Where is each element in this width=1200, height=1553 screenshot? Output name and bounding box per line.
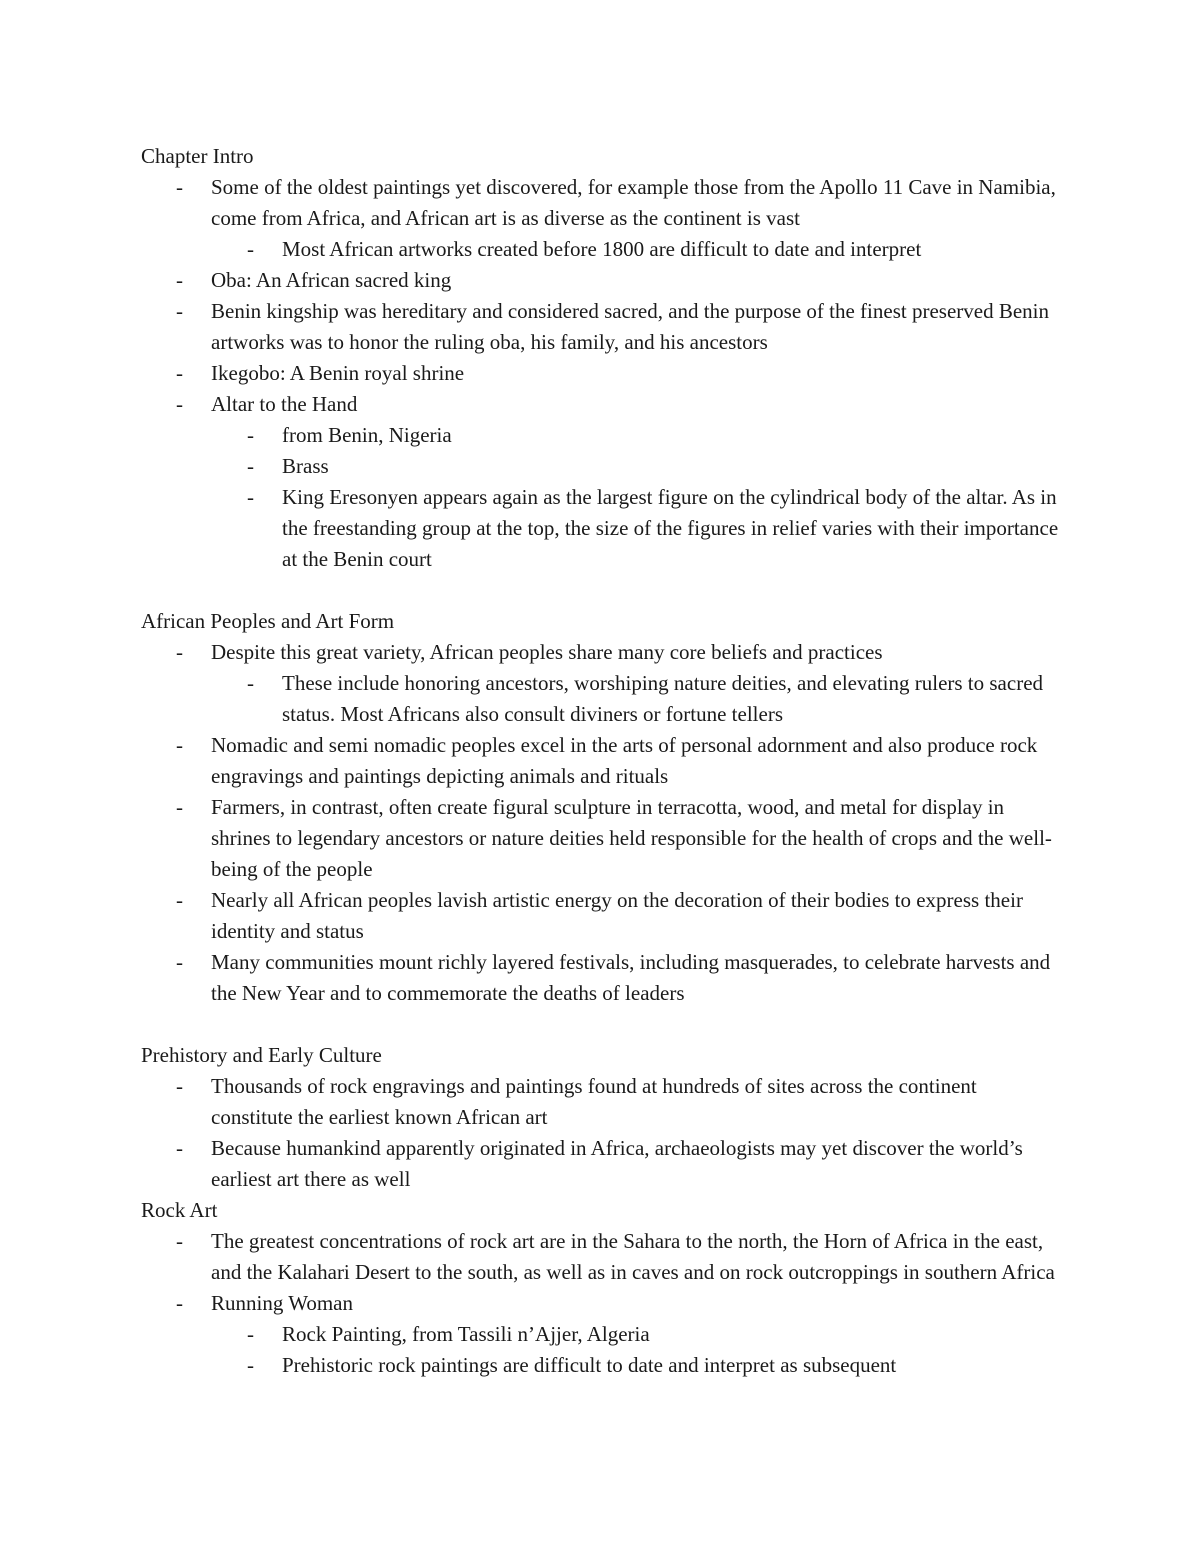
bullet-text: Some of the oldest paintings yet discovered, for example those from the Apollo 11 Cave in Namibia, come from Africa, and African art is as diverse as the continent is vast: [211, 175, 1056, 230]
dash-marker: -: [176, 1136, 183, 1160]
bullet-item: [141, 730, 1061, 792]
sub-bullet-item: [141, 668, 1061, 730]
document-body: [141, 141, 1061, 1381]
bullet-text: The greatest concentrations of rock art are in the Sahara to the north, the Horn of Africa in the east, and the Kalahari Desert to the south, as well as in caves and on rock outcroppings in southern Africa: [211, 1229, 1055, 1284]
bullet-list: [141, 1071, 1061, 1195]
sub-bullet-item: [141, 451, 1061, 482]
sub-bullet-item: [141, 482, 1061, 575]
blank-line: [141, 1009, 1061, 1040]
sub-bullet-item: [141, 1350, 1061, 1381]
bullet-item: [141, 296, 1061, 358]
bullet-text: Farmers, in contrast, often create figural sculpture in terracotta, wood, and metal for display in shrines to legendary ancestors or nature deities held responsible for the health of crops and the well-being of the people: [211, 795, 1052, 881]
dash-marker: -: [176, 950, 183, 974]
bullet-text: Most African artworks created before 1800 are difficult to date and interpret: [282, 237, 922, 261]
dash-marker: -: [247, 454, 254, 478]
dash-marker: -: [176, 1229, 183, 1253]
dash-marker: -: [176, 888, 183, 912]
bullet-item: [141, 1226, 1061, 1288]
bullet-item: [141, 792, 1061, 885]
dash-marker: -: [176, 392, 183, 416]
bullet-text: Altar to the Hand: [211, 392, 358, 416]
bullet-text: These include honoring ancestors, worshiping nature deities, and elevating rulers to sacred status. Most Africans also consult diviners or fortune tellers: [282, 671, 1044, 726]
section: [141, 606, 1061, 1040]
dash-marker: -: [247, 1353, 254, 1377]
bullet-text: Ikegobo: A Benin royal shrine: [211, 361, 465, 385]
dash-marker: -: [176, 1074, 183, 1098]
bullet-list: [141, 1226, 1061, 1381]
bullet-item: [141, 265, 1061, 296]
dash-marker: -: [176, 299, 183, 323]
bullet-text: Oba: An African sacred king: [211, 268, 452, 292]
bullet-item: [141, 1288, 1061, 1319]
dash-marker: -: [176, 733, 183, 757]
bullet-text: Nearly all African peoples lavish artistic energy on the decoration of their bodies to express their identity and status: [211, 888, 1023, 943]
bullet-list: [141, 172, 1061, 575]
bullet-text: King Eresonyen appears again as the largest figure on the cylindrical body of the altar. As in the freestanding group at the top, the size of the figures in relief varies with their importance at the Benin court: [282, 485, 1059, 571]
dash-marker: -: [176, 640, 183, 664]
dash-marker: -: [176, 1291, 183, 1315]
bullet-text: Nomadic and semi nomadic peoples excel in the arts of personal adornment and also produce rock engravings and paintings depicting animals and rituals: [211, 733, 1038, 788]
bullet-text: Benin kingship was hereditary and considered sacred, and the purpose of the finest preserved Benin artworks was to honor the ruling oba, his family, and his ancestors: [211, 299, 1049, 354]
dash-marker: -: [176, 795, 183, 819]
bullet-item: [141, 947, 1061, 1009]
dash-marker: -: [247, 237, 254, 261]
bullet-item: [141, 1071, 1061, 1133]
section-heading: Chapter Intro: [141, 144, 254, 168]
bullet-item: [141, 1133, 1061, 1195]
bullet-text: Thousands of rock engravings and paintings found at hundreds of sites across the continent constitute the earliest known African art: [211, 1074, 977, 1129]
dash-marker: -: [247, 423, 254, 447]
section: [141, 1040, 1061, 1195]
section: [141, 141, 1061, 606]
bullet-item: [141, 172, 1061, 234]
dash-marker: -: [176, 175, 183, 199]
dash-marker: -: [247, 485, 254, 509]
bullet-item: [141, 637, 1061, 668]
bullet-text: Despite this great variety, African peoples share many core beliefs and practices: [211, 640, 883, 664]
dash-marker: -: [247, 671, 254, 695]
dash-marker: -: [247, 1322, 254, 1346]
bullet-text: Rock Painting, from Tassili n’Ajjer, Algeria: [282, 1322, 650, 1346]
section-heading: Prehistory and Early Culture: [141, 1043, 382, 1067]
sub-bullet-item: [141, 234, 1061, 265]
section-heading: Rock Art: [141, 1198, 218, 1222]
bullet-text: Because humankind apparently originated in Africa, archaeologists may yet discover the world’s earliest art there as well: [211, 1136, 1023, 1191]
bullet-item: [141, 389, 1061, 420]
dash-marker: -: [176, 361, 183, 385]
bullet-item: [141, 885, 1061, 947]
bullet-text: Prehistoric rock paintings are difficult to date and interpret as subsequent: [282, 1353, 897, 1377]
bullet-text: Brass: [282, 454, 329, 478]
bullet-list: [141, 637, 1061, 1009]
bullet-text: Running Woman: [211, 1291, 354, 1315]
bullet-text: from Benin, Nigeria: [282, 423, 452, 447]
blank-line: [141, 575, 1061, 606]
bullet-text: Many communities mount richly layered festivals, including masquerades, to celebrate harvests and the New Year and to commemorate the deaths of leaders: [211, 950, 1051, 1005]
sub-bullet-item: [141, 420, 1061, 451]
section-heading: African Peoples and Art Form: [141, 609, 395, 633]
dash-marker: -: [176, 268, 183, 292]
sub-bullet-item: [141, 1319, 1061, 1350]
bullet-item: [141, 358, 1061, 389]
section: [141, 1195, 1061, 1381]
